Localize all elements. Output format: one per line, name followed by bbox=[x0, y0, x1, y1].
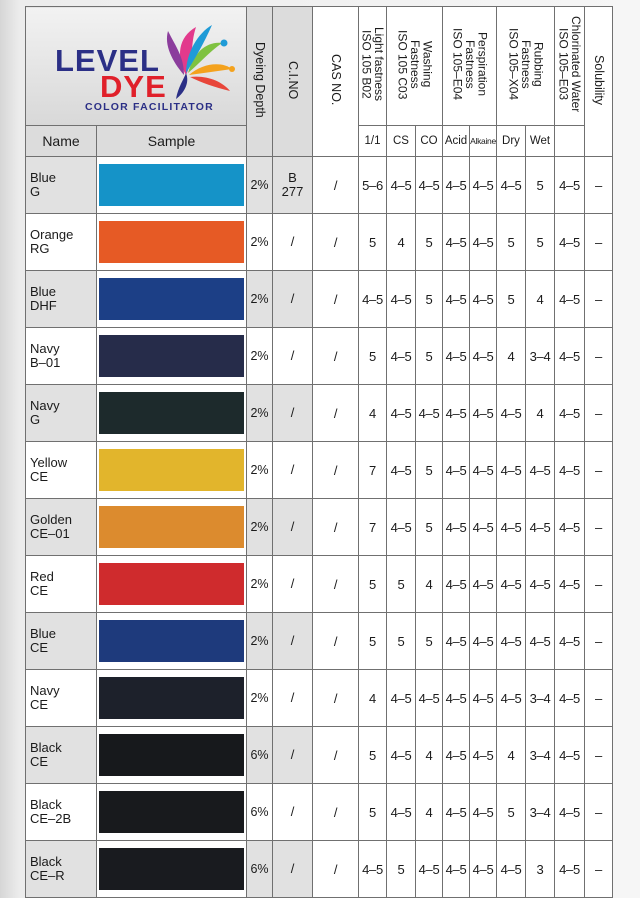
solubility-value: – bbox=[585, 157, 613, 214]
perspiration-acid-value: 4–5 bbox=[443, 784, 470, 841]
cas-value: / bbox=[313, 157, 359, 214]
cino-line1: / bbox=[290, 405, 295, 420]
washing-cs-value: 4 bbox=[387, 214, 416, 271]
cas-value: / bbox=[313, 670, 359, 727]
cas-value: / bbox=[313, 385, 359, 442]
dyeing-depth-value: 6% bbox=[247, 727, 273, 784]
chlorinated-water-value: 4–5 bbox=[555, 613, 585, 670]
perspiration-alkaine-value: 4–5 bbox=[470, 613, 497, 670]
cas-value: / bbox=[313, 841, 359, 898]
cas-value: / bbox=[313, 442, 359, 499]
light-fastness-value: 7 bbox=[359, 442, 387, 499]
light-fastness-value: 4 bbox=[359, 385, 387, 442]
header-sub-co: CO bbox=[416, 126, 443, 157]
color-sample bbox=[97, 784, 247, 841]
cino-line1: / bbox=[290, 747, 295, 762]
perspiration-acid-value: 4–5 bbox=[443, 841, 470, 898]
header-washing-fastness: Washing Fastness ISO 105 C03 bbox=[387, 7, 443, 126]
cas-value: / bbox=[313, 613, 359, 670]
cino-line1: / bbox=[290, 576, 295, 591]
table-row bbox=[26, 784, 613, 841]
rubbing-dry-value: 4–5 bbox=[497, 385, 526, 442]
cino-line1: / bbox=[290, 633, 295, 648]
rubbing-dry-value: 5 bbox=[497, 214, 526, 271]
header-sub-light: 1/1 bbox=[359, 126, 387, 157]
dyeing-depth-value: 2% bbox=[247, 214, 273, 271]
washing-cs-value: 4–5 bbox=[387, 727, 416, 784]
dye-name-line2: CE bbox=[30, 583, 49, 598]
dyeing-depth-value: 2% bbox=[247, 385, 273, 442]
washing-co-value: 4 bbox=[416, 556, 443, 613]
dye-name-line1: Navy bbox=[30, 341, 60, 356]
washing-cs-value: 5 bbox=[387, 613, 416, 670]
chlorinated-water-value: 4–5 bbox=[555, 784, 585, 841]
perspiration-acid-value: 4–5 bbox=[443, 613, 470, 670]
solubility-value: – bbox=[585, 613, 613, 670]
dye-name-line1: Blue bbox=[30, 626, 57, 641]
solubility-value: – bbox=[585, 670, 613, 727]
cas-value: / bbox=[313, 784, 359, 841]
color-sample bbox=[97, 214, 247, 271]
solubility-value: – bbox=[585, 442, 613, 499]
header-sample: Sample bbox=[97, 126, 247, 157]
perspiration-acid-value: 4–5 bbox=[443, 442, 470, 499]
perspiration-alkaine-value: 4–5 bbox=[470, 670, 497, 727]
cino-line1: / bbox=[290, 804, 295, 819]
perspiration-alkaine-value: 4–5 bbox=[470, 442, 497, 499]
cino-value bbox=[273, 727, 313, 784]
perspiration-alkaine-value: 4–5 bbox=[470, 556, 497, 613]
color-swatch bbox=[99, 447, 244, 493]
rubbing-dry-value: 4–5 bbox=[497, 556, 526, 613]
solubility-value: – bbox=[585, 727, 613, 784]
chlorinated-water-value: 4–5 bbox=[555, 556, 585, 613]
rubbing-dry-value: 4–5 bbox=[497, 442, 526, 499]
dyeing-depth-value: 2% bbox=[247, 499, 273, 556]
table-row bbox=[26, 214, 613, 271]
dye-name bbox=[26, 271, 97, 328]
color-swatch bbox=[99, 732, 244, 778]
chlorinated-water-value: 4–5 bbox=[555, 499, 585, 556]
dye-name bbox=[26, 556, 97, 613]
dye-name-line2: CE–01 bbox=[30, 526, 70, 541]
cino-line2: 277 bbox=[281, 184, 304, 199]
perspiration-acid-value: 4–5 bbox=[443, 157, 470, 214]
dye-name-line2: CE bbox=[30, 640, 49, 655]
color-sample bbox=[97, 442, 247, 499]
cino-value bbox=[273, 670, 313, 727]
dye-name bbox=[26, 727, 97, 784]
table-row bbox=[26, 271, 613, 328]
header-cino: C.I.NO bbox=[273, 7, 313, 157]
color-swatch bbox=[99, 789, 244, 835]
cas-value: / bbox=[313, 556, 359, 613]
color-swatch bbox=[99, 561, 244, 607]
header-name: Name bbox=[26, 126, 97, 157]
header-chlorinated-water: Chlorinated Water ISO 105–E03 bbox=[555, 7, 585, 126]
dye-name-line1: Blue bbox=[30, 170, 57, 185]
dye-name-line1: Golden bbox=[30, 512, 72, 527]
rubbing-wet-value: 4–5 bbox=[526, 613, 555, 670]
perspiration-acid-value: 4–5 bbox=[443, 556, 470, 613]
header-sub-dry: Dry bbox=[497, 126, 526, 157]
cino-value bbox=[273, 328, 313, 385]
table-row bbox=[26, 670, 613, 727]
dye-name-line1: Black bbox=[30, 854, 62, 869]
perspiration-alkaine-value: 4–5 bbox=[470, 841, 497, 898]
brand-name-line1: LEVEL bbox=[55, 43, 160, 78]
color-swatch bbox=[99, 846, 244, 892]
dye-name bbox=[26, 328, 97, 385]
cino-value bbox=[273, 613, 313, 670]
brand-name-line2: DYE bbox=[100, 69, 167, 104]
cas-value: / bbox=[313, 214, 359, 271]
color-swatch bbox=[99, 219, 244, 265]
cino-line1: / bbox=[290, 861, 295, 876]
header-solubility: Solubility bbox=[585, 7, 613, 157]
washing-cs-value: 4–5 bbox=[387, 271, 416, 328]
color-sample bbox=[97, 157, 247, 214]
cino-line1: / bbox=[290, 234, 295, 249]
washing-co-value: 5 bbox=[416, 214, 443, 271]
table-row bbox=[26, 727, 613, 784]
color-sample bbox=[97, 670, 247, 727]
dye-name bbox=[26, 157, 97, 214]
washing-co-value: 4–5 bbox=[416, 841, 443, 898]
cino-value bbox=[273, 499, 313, 556]
solubility-value: – bbox=[585, 784, 613, 841]
rubbing-dry-value: 4–5 bbox=[497, 499, 526, 556]
dye-name-line2: CE–R bbox=[30, 868, 65, 883]
perspiration-alkaine-value: 4–5 bbox=[470, 271, 497, 328]
rubbing-dry-value: 4 bbox=[497, 328, 526, 385]
dye-name-line2: CE–2B bbox=[30, 811, 72, 826]
dye-name bbox=[26, 784, 97, 841]
perspiration-acid-value: 4–5 bbox=[443, 727, 470, 784]
perspiration-alkaine-value: 4–5 bbox=[470, 214, 497, 271]
color-sample bbox=[97, 613, 247, 670]
chlorinated-water-value: 4–5 bbox=[555, 841, 585, 898]
perspiration-alkaine-value: 4–5 bbox=[470, 157, 497, 214]
light-fastness-value: 5 bbox=[359, 613, 387, 670]
chlorinated-water-value: 4–5 bbox=[555, 271, 585, 328]
washing-cs-value: 5 bbox=[387, 556, 416, 613]
rubbing-wet-value: 5 bbox=[526, 157, 555, 214]
dyeing-depth-value: 2% bbox=[247, 271, 273, 328]
washing-cs-value: 4–5 bbox=[387, 670, 416, 727]
rubbing-dry-value: 5 bbox=[497, 271, 526, 328]
washing-cs-value: 4–5 bbox=[387, 385, 416, 442]
perspiration-acid-value: 4–5 bbox=[443, 214, 470, 271]
dye-name-line2: RG bbox=[30, 241, 50, 256]
perspiration-acid-value: 4–5 bbox=[443, 670, 470, 727]
cas-value: / bbox=[313, 271, 359, 328]
solubility-value: – bbox=[585, 214, 613, 271]
color-sample bbox=[97, 499, 247, 556]
dye-name bbox=[26, 442, 97, 499]
washing-cs-value: 4–5 bbox=[387, 784, 416, 841]
dye-name-line1: Black bbox=[30, 797, 62, 812]
light-fastness-value: 5–6 bbox=[359, 157, 387, 214]
light-fastness-value: 5 bbox=[359, 214, 387, 271]
rubbing-dry-value: 4–5 bbox=[497, 613, 526, 670]
header-rubbing-fastness: Rubbing Fastness ISO 105–X04 bbox=[497, 7, 555, 126]
dye-name-line1: Orange bbox=[30, 227, 74, 242]
dye-name bbox=[26, 613, 97, 670]
dyeing-depth-value: 2% bbox=[247, 613, 273, 670]
dye-name-line1: Red bbox=[30, 569, 54, 584]
chlorinated-water-value: 4–5 bbox=[555, 442, 585, 499]
dye-name-line2: G bbox=[30, 184, 41, 199]
chlorinated-water-value: 4–5 bbox=[555, 328, 585, 385]
rubbing-wet-value: 4 bbox=[526, 271, 555, 328]
chlorinated-water-value: 4–5 bbox=[555, 157, 585, 214]
perspiration-acid-value: 4–5 bbox=[443, 385, 470, 442]
rubbing-dry-value: 4–5 bbox=[497, 157, 526, 214]
washing-cs-value: 4–5 bbox=[387, 157, 416, 214]
washing-co-value: 5 bbox=[416, 442, 443, 499]
washing-co-value: 5 bbox=[416, 499, 443, 556]
table-row bbox=[26, 613, 613, 670]
cino-line1: / bbox=[290, 519, 295, 534]
table-row bbox=[26, 556, 613, 613]
dye-name-line1: Black bbox=[30, 740, 62, 755]
dyeing-depth-value: 2% bbox=[247, 556, 273, 613]
header-perspiration-fastness: Perspiration Fastness ISO 105–E04 bbox=[443, 7, 497, 126]
cino-value bbox=[273, 157, 313, 214]
color-sample bbox=[97, 556, 247, 613]
cino-value bbox=[273, 271, 313, 328]
dyeing-depth-value: 2% bbox=[247, 328, 273, 385]
header-sub-cs: CS bbox=[387, 126, 416, 157]
perspiration-alkaine-value: 4–5 bbox=[470, 328, 497, 385]
cino-line1: B bbox=[288, 170, 297, 185]
dyeing-depth-value: 2% bbox=[247, 670, 273, 727]
rubbing-wet-value: 4–5 bbox=[526, 442, 555, 499]
cas-value: / bbox=[313, 499, 359, 556]
light-fastness-value: 7 bbox=[359, 499, 387, 556]
header-sub-alkaine: Alkaine bbox=[470, 126, 497, 157]
dye-name-line1: Blue bbox=[30, 284, 57, 299]
color-swatch bbox=[99, 618, 244, 664]
dye-name bbox=[26, 214, 97, 271]
brand-logo bbox=[26, 7, 247, 126]
washing-cs-value: 4–5 bbox=[387, 328, 416, 385]
color-swatch bbox=[99, 390, 244, 436]
dye-name-line1: Yellow bbox=[30, 455, 68, 470]
dye-name-line2: CE bbox=[30, 697, 49, 712]
dye-name bbox=[26, 841, 97, 898]
dyeing-depth-value: 6% bbox=[247, 841, 273, 898]
solubility-value: – bbox=[585, 385, 613, 442]
dye-name bbox=[26, 499, 97, 556]
header-light-fastness: Light fastness ISO 105 B02 bbox=[359, 7, 387, 126]
chlorinated-water-value: 4–5 bbox=[555, 385, 585, 442]
rubbing-dry-value: 4–5 bbox=[497, 841, 526, 898]
washing-cs-value: 4–5 bbox=[387, 442, 416, 499]
table-row bbox=[26, 328, 613, 385]
washing-cs-value: 4–5 bbox=[387, 499, 416, 556]
rubbing-wet-value: 3–4 bbox=[526, 328, 555, 385]
dye-name bbox=[26, 385, 97, 442]
dyeing-depth-value: 6% bbox=[247, 784, 273, 841]
dye-name-line2: B–01 bbox=[30, 355, 61, 370]
header-row-main bbox=[26, 7, 613, 126]
chlorinated-water-value: 4–5 bbox=[555, 670, 585, 727]
table-row bbox=[26, 499, 613, 556]
color-swatch bbox=[99, 675, 244, 721]
header-dyeing-depth: Dyeing Depth bbox=[247, 7, 273, 157]
solubility-value: – bbox=[585, 271, 613, 328]
solubility-value: – bbox=[585, 556, 613, 613]
washing-co-value: 4 bbox=[416, 727, 443, 784]
rubbing-dry-value: 4 bbox=[497, 727, 526, 784]
rubbing-wet-value: 4–5 bbox=[526, 499, 555, 556]
washing-co-value: 4–5 bbox=[416, 670, 443, 727]
cino-line1: / bbox=[290, 690, 295, 705]
washing-co-value: 4–5 bbox=[416, 385, 443, 442]
light-fastness-value: 4 bbox=[359, 670, 387, 727]
cino-value bbox=[273, 841, 313, 898]
dye-name-line1: Navy bbox=[30, 398, 60, 413]
perspiration-alkaine-value: 4–5 bbox=[470, 385, 497, 442]
dyeing-depth-value: 2% bbox=[247, 157, 273, 214]
table-row bbox=[26, 841, 613, 898]
color-sample bbox=[97, 841, 247, 898]
light-fastness-value: 5 bbox=[359, 727, 387, 784]
color-swatch bbox=[99, 504, 244, 550]
rubbing-wet-value: 3–4 bbox=[526, 670, 555, 727]
washing-co-value: 5 bbox=[416, 328, 443, 385]
header-cas: CAS NO. bbox=[313, 7, 359, 157]
brand-tagline: COLOR FACILITATOR bbox=[85, 101, 214, 113]
cino-value bbox=[273, 214, 313, 271]
perspiration-acid-value: 4–5 bbox=[443, 328, 470, 385]
washing-co-value: 4–5 bbox=[416, 157, 443, 214]
color-sample bbox=[97, 727, 247, 784]
dyeing-depth-value: 2% bbox=[247, 442, 273, 499]
rubbing-wet-value: 4 bbox=[526, 385, 555, 442]
washing-cs-value: 5 bbox=[387, 841, 416, 898]
cino-line1: / bbox=[290, 291, 295, 306]
table-row bbox=[26, 157, 613, 214]
light-fastness-value: 5 bbox=[359, 556, 387, 613]
cino-value bbox=[273, 442, 313, 499]
dye-name-line1: Navy bbox=[30, 683, 60, 698]
color-swatch bbox=[99, 333, 244, 379]
rubbing-wet-value: 4–5 bbox=[526, 556, 555, 613]
light-fastness-value: 5 bbox=[359, 328, 387, 385]
solubility-value: – bbox=[585, 328, 613, 385]
washing-co-value: 5 bbox=[416, 271, 443, 328]
rubbing-dry-value: 5 bbox=[497, 784, 526, 841]
table-row bbox=[26, 442, 613, 499]
color-swatch bbox=[99, 162, 244, 208]
washing-co-value: 4 bbox=[416, 784, 443, 841]
dye-name bbox=[26, 670, 97, 727]
fastness-table bbox=[25, 6, 613, 898]
washing-co-value: 5 bbox=[416, 613, 443, 670]
perspiration-acid-value: 4–5 bbox=[443, 271, 470, 328]
table-row bbox=[26, 385, 613, 442]
cas-value: / bbox=[313, 328, 359, 385]
solubility-value: – bbox=[585, 841, 613, 898]
light-fastness-value: 5 bbox=[359, 784, 387, 841]
cino-line1: / bbox=[290, 348, 295, 363]
cino-value bbox=[273, 784, 313, 841]
table-body bbox=[26, 157, 613, 898]
perspiration-alkaine-value: 4–5 bbox=[470, 784, 497, 841]
perspiration-acid-value: 4–5 bbox=[443, 499, 470, 556]
dye-name-line2: CE bbox=[30, 469, 49, 484]
rubbing-dry-value: 4–5 bbox=[497, 670, 526, 727]
rubbing-wet-value: 5 bbox=[526, 214, 555, 271]
cino-line1: / bbox=[290, 462, 295, 477]
perspiration-alkaine-value: 4–5 bbox=[470, 727, 497, 784]
light-fastness-value: 4–5 bbox=[359, 271, 387, 328]
color-swatch bbox=[99, 276, 244, 322]
solubility-value: – bbox=[585, 499, 613, 556]
rubbing-wet-value: 3–4 bbox=[526, 727, 555, 784]
dye-name-line2: G bbox=[30, 412, 41, 427]
rubbing-wet-value: 3–4 bbox=[526, 784, 555, 841]
perspiration-alkaine-value: 4–5 bbox=[470, 499, 497, 556]
cino-value bbox=[273, 385, 313, 442]
dye-name-line2: DHF bbox=[30, 298, 57, 313]
header-sub-chlorinated bbox=[555, 126, 585, 157]
cino-value bbox=[273, 556, 313, 613]
color-sample bbox=[97, 271, 247, 328]
chlorinated-water-value: 4–5 bbox=[555, 727, 585, 784]
chlorinated-water-value: 4–5 bbox=[555, 214, 585, 271]
header-sub-wet: Wet bbox=[526, 126, 555, 157]
color-sample bbox=[97, 385, 247, 442]
rubbing-wet-value: 3 bbox=[526, 841, 555, 898]
cas-value: / bbox=[313, 727, 359, 784]
dye-name-line2: CE bbox=[30, 754, 49, 769]
color-sample bbox=[97, 328, 247, 385]
light-fastness-value: 4–5 bbox=[359, 841, 387, 898]
header-sub-acid: Acid bbox=[443, 126, 470, 157]
